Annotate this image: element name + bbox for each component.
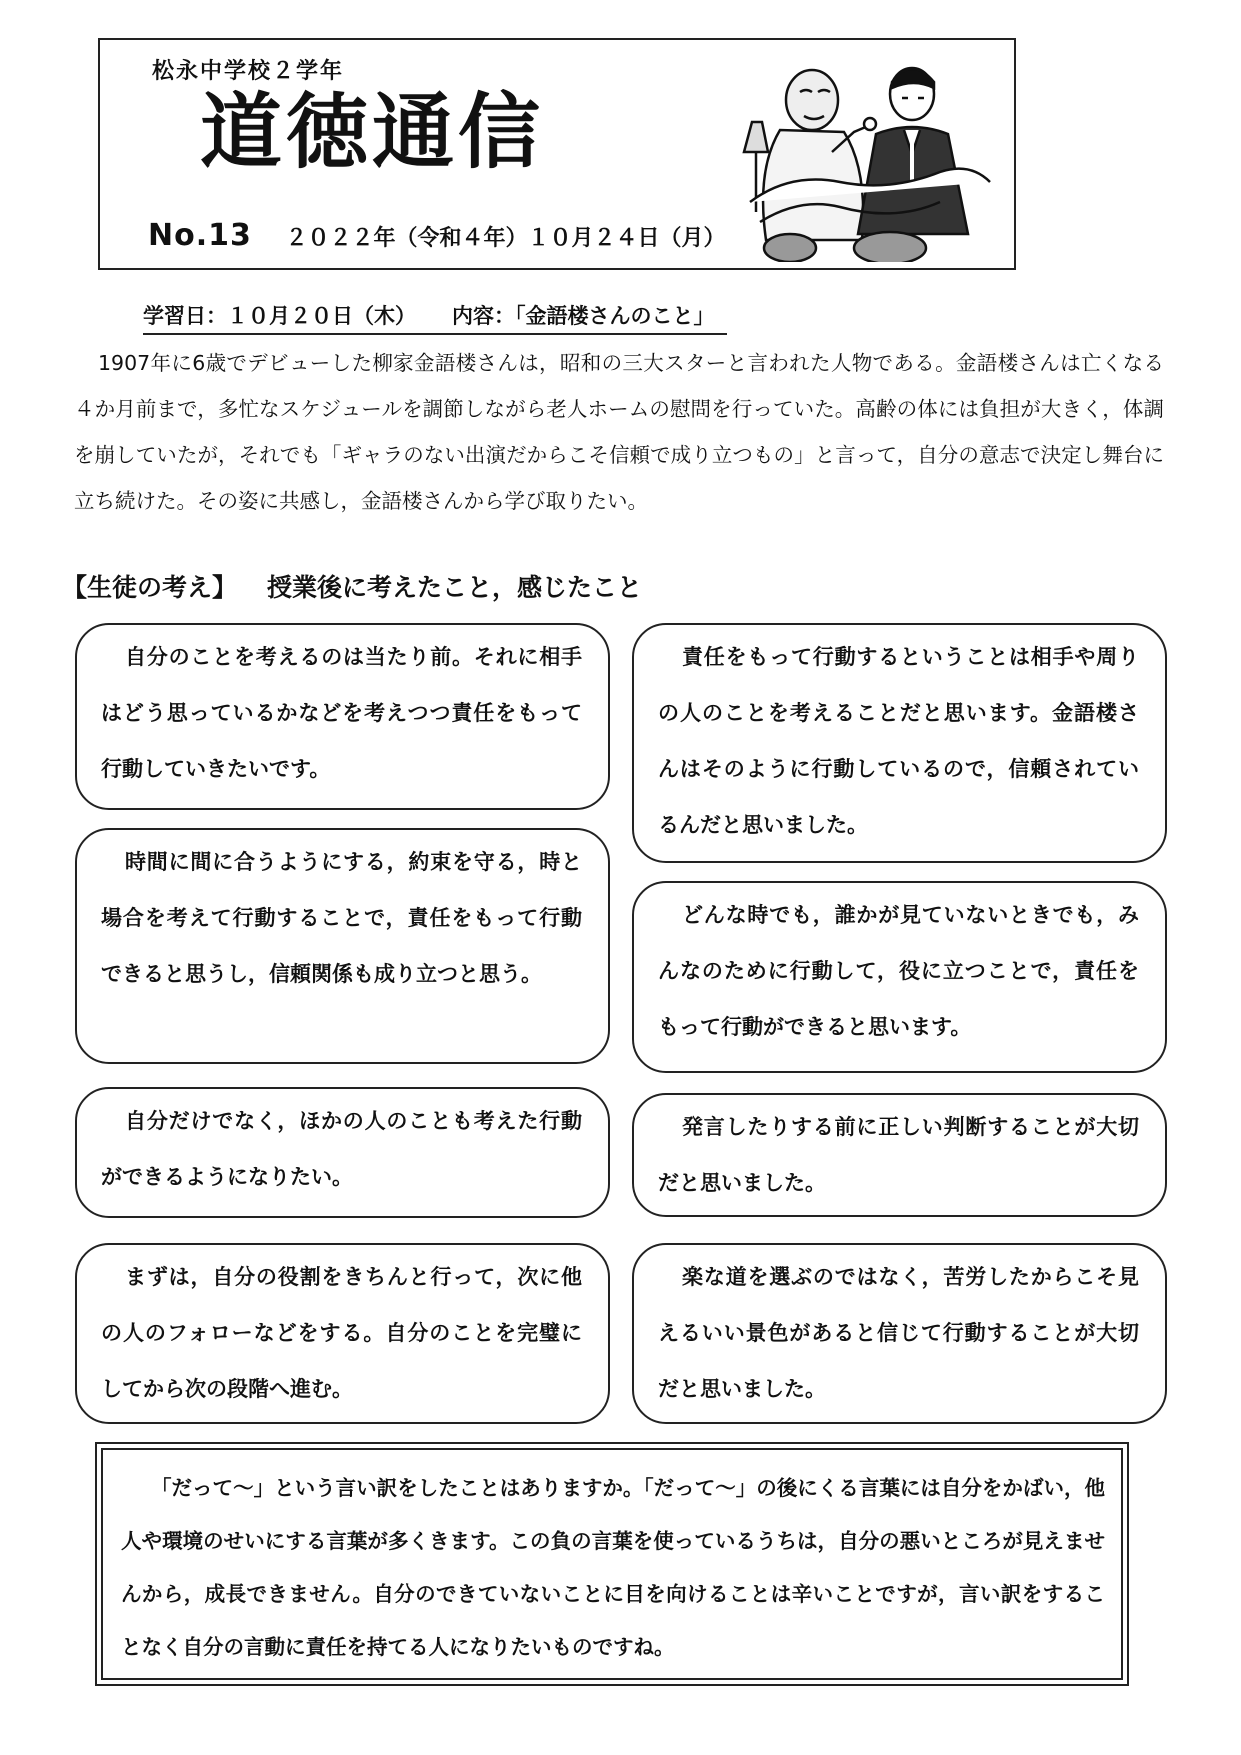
section-heading [62,568,642,604]
study-date: 学習日：１０月２０日（木） [143,304,416,328]
issue-number: No.13 [148,218,252,253]
opinion-bubble: どんな時でも，誰かが見ていないときでも，みんなのために行動して，役に立つことで，責任をもって行動ができると思います。 [632,881,1167,1073]
opinion-bubble: まずは，自分の役割をきちんと行って，次に他の人のフォローなどをする。自分のことを完璧にしてから次の段階へ進む。 [75,1243,610,1424]
opinion-bubble: 責任をもって行動するということは相手や周りの人のことを考えることだと思います。金語楼さんはそのように行動しているので，信頼されているんだと思いました。 [632,623,1167,863]
opinion-bubble: 時間に間に合うようにする，約束を守る，時と場合を考えて行動することで，責任をもって行動できると思うし，信頼関係も成り立つと思う。 [75,828,610,1064]
opinion-bubble: 発言したりする前に正しい判断することが大切だと思いました。 [632,1093,1167,1217]
elder-and-man-illustration [740,52,1000,262]
section-subtitle: 授業後に考えたこと，感じたこと [267,573,643,602]
section-label: 【生徒の考え】 [62,573,238,602]
study-info [143,300,727,335]
teacher-note: 「だって～」という言い訳をしたことはありますか。「だって～」の後にくる言葉には自分をかばい，他人や環境のせいにする言葉が多くきます。この負の言葉を使っているうちは，自分の悪いところが見えませんから，成長できません。自分のできていないことに目を向けることは辛いことですが，言い訳をすることなく自分の言動に責任を持てる人になりたいものですね。 [101,1448,1123,1680]
opinion-bubble: 自分のことを考えるのは当たり前。それに相手はどう思っているかなどを考えつつ責任をもって行動していきたいです。 [75,623,610,810]
newsletter-title: 道徳通信 [200,85,545,180]
issue-date: ２０２２年（令和４年）１０月２４日（月） [285,226,726,251]
opinion-bubble: 自分だけでなく，ほかの人のことも考えた行動ができるようになりたい。 [75,1087,610,1218]
school-name: 松永中学校２学年 [152,59,345,84]
intro-paragraph: 1907年に6歳でデビューした柳家金語楼さんは，昭和の三大スターと言われた人物である。金語楼さんは亡くなる４か月前まで，多忙なスケジュールを調節しながら老人ホームの慰問を行っていた。高齢の体には負担が大きく，体調を崩していたが，それでも「ギャラのない出演だからこそ信頼で成り立つもの」と言って，自分の意志で決定し舞台に立ち続けた。その姿に共感し，金語楼さんから学び取りたい。 [74,351,1164,513]
teacher-note-frame [95,1442,1129,1686]
study-content: 内容：「金語楼さんのこと」 [452,304,715,328]
issue-line [148,218,726,253]
newsletter-header [98,38,1016,270]
opinion-bubble: 楽な道を選ぶのではなく，苦労したからこそ見えるいい景色があると信じて行動することが大切だと思いました。 [632,1243,1167,1424]
